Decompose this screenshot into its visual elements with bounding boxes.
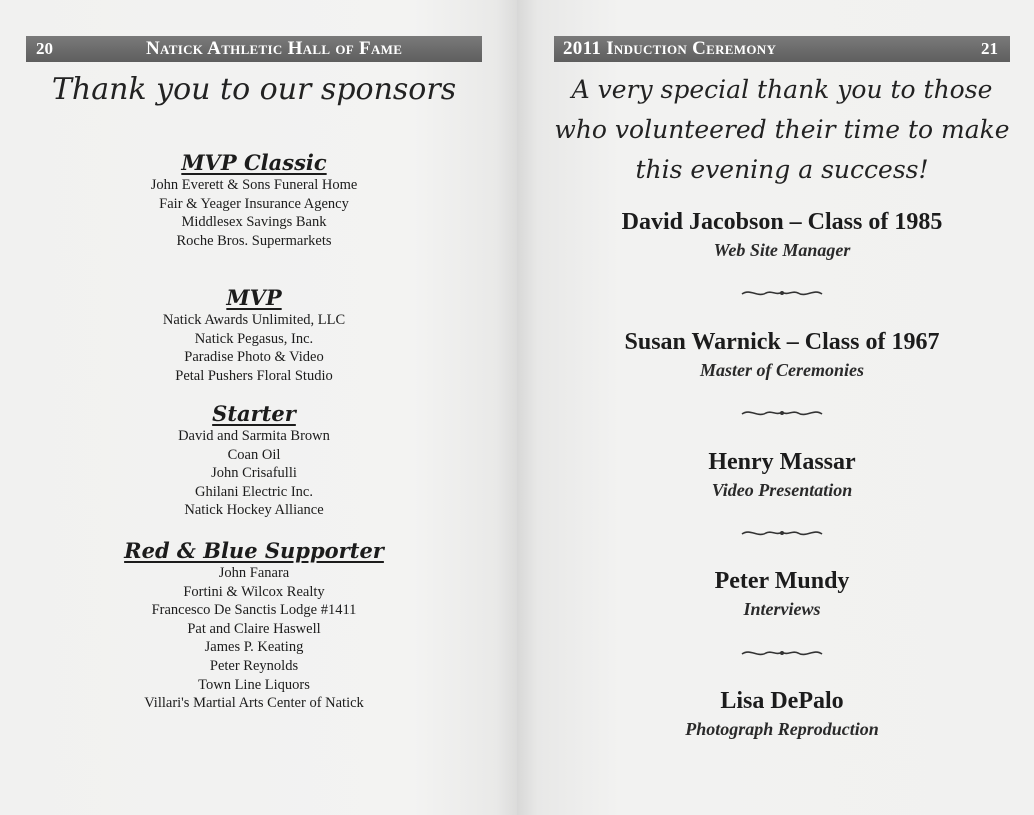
- header-title-right: 2011 Induction Ceremony: [563, 38, 777, 59]
- volunteer-name: David Jacobson – Class of 1985: [621, 209, 943, 235]
- sponsor-item: James P. Keating: [204, 639, 304, 656]
- sponsor-item: Peter Reynolds: [209, 657, 299, 674]
- sponsor-item: Town Line Liquors: [198, 676, 310, 693]
- sponsor-item: Fortini & Wilcox Realty: [183, 583, 325, 600]
- sponsor-item: John Everett & Sons Funeral Home: [150, 177, 358, 193]
- sponsor-item: Ghilani Electric Inc.: [195, 483, 313, 500]
- sponsor-item: Natick Awards Unlimited, LLC: [162, 312, 346, 328]
- sponsor-item: Middlesex Savings Bank: [181, 214, 327, 231]
- sponsor-list: [26, 427, 482, 520]
- volunteers-heading-line: who volunteered their time to make: [554, 115, 1010, 144]
- volunteer-entry: [554, 327, 1010, 381]
- page-number-left: 20: [36, 39, 53, 58]
- sponsor-item: David and Sarmita Brown: [178, 428, 330, 444]
- tier-block-red-blue-supporter: [26, 538, 482, 713]
- sponsor-item: Coan Oil: [227, 446, 281, 463]
- sponsor-item: Francesco De Sanctis Lodge #1411: [151, 602, 357, 619]
- sponsor-item: Petal Pushers Floral Studio: [175, 367, 333, 384]
- tier-title: MVP Classic: [181, 150, 327, 175]
- volunteer-entry: [554, 686, 1010, 740]
- volunteer-role: Photograph Reproduction: [685, 719, 879, 739]
- sponsor-item: Fair & Yeager Insurance Agency: [159, 195, 349, 212]
- left-header-bar: [26, 36, 482, 62]
- volunteers-heading-line: A very special thank you to those: [571, 75, 993, 104]
- sponsor-list: [26, 564, 482, 713]
- header-title-left: Natick Athletic Hall of Fame: [146, 38, 403, 59]
- sponsor-list: [26, 176, 482, 250]
- volunteer-entry: [554, 447, 1010, 501]
- sponsor-item: Paradise Photo & Video: [184, 349, 324, 366]
- flourish-divider-icon: [554, 646, 1010, 664]
- sponsor-item: Natick Hockey Alliance: [184, 502, 324, 519]
- page-number-right: 21: [981, 39, 998, 58]
- volunteer-entry: [554, 566, 1010, 620]
- sponsors-heading: Thank you to our sponsors: [51, 72, 457, 107]
- tier-block-mvp: [26, 285, 482, 385]
- sponsor-item: Villari's Martial Arts Center of Natick: [144, 695, 364, 712]
- tier-block-starter: [26, 401, 482, 520]
- tier-title: Red & Blue Supporter: [124, 538, 384, 563]
- volunteer-name: Peter Mundy: [714, 568, 850, 594]
- volunteers-heading-line: this evening a success!: [635, 155, 929, 184]
- sponsor-item: Natick Pegasus, Inc.: [194, 330, 314, 347]
- tier-title: MVP: [226, 285, 282, 310]
- flourish-divider-icon: [554, 406, 1010, 424]
- sponsor-list: [26, 311, 482, 385]
- tier-block-mvp-classic: [26, 150, 482, 250]
- volunteer-name: Henry Massar: [708, 449, 856, 475]
- volunteer-role: Web Site Manager: [713, 240, 851, 260]
- right-header-bar: [554, 36, 1010, 62]
- right-page: [517, 0, 1034, 815]
- volunteer-entry: [554, 207, 1010, 261]
- volunteers-heading: [554, 70, 1010, 190]
- flourish-divider-icon: [554, 526, 1010, 544]
- volunteer-name: Susan Warnick – Class of 1967: [624, 329, 940, 355]
- sponsor-item: John Crisafulli: [211, 465, 297, 482]
- sponsor-item: Pat and Claire Haswell: [187, 620, 321, 637]
- sponsor-item: Roche Bros. Supermarkets: [176, 232, 332, 249]
- tier-title: Starter: [212, 401, 296, 426]
- volunteer-name: Lisa DePalo: [720, 688, 844, 714]
- sponsor-item: John Fanara: [218, 565, 290, 581]
- volunteer-role: Interviews: [743, 599, 821, 619]
- volunteer-role: Master of Ceremonies: [700, 360, 864, 380]
- flourish-divider-icon: [554, 286, 1010, 304]
- volunteer-role: Video Presentation: [711, 480, 853, 500]
